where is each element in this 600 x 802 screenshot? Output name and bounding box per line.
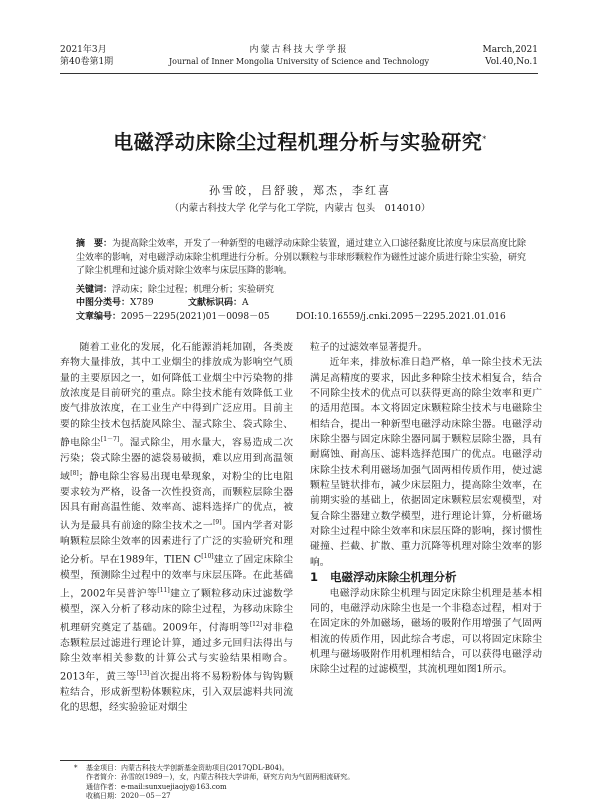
citation: [10] bbox=[201, 553, 214, 561]
title-footnote-mark: * bbox=[482, 134, 487, 144]
article-no-label: 文章编号： bbox=[76, 312, 122, 322]
body-column-right bbox=[310, 340, 542, 678]
body-paragraph: 近年来，排放标准日趋严格，单一除尘技术无法满足高精度的要求，因此多种除尘技术相复合，结合不同除尘技术的优点可以获得更高的除尘效率和更广的适用范围。本文将固定床颗粒除尘技术与电磁除尘相结合，提出一种新型电磁浮动床除尘器。电磁浮动床除尘器与固定床除尘器同属于颗粒层除尘器，具有耐腐蚀、耐高压、滤料选择范围广的优点。电磁浮动床除尘技术利用磁场加强气固两相传质作用，使过滤颗粒呈链状排布，减少床层阻力，提高除尘效率，在前期实验的基础上，依据固定床颗粒层宏观模型，对复合除尘器建立数学模型，进行理论计算，分析磁场对除尘过程中除尘效率和床层压降的影响，探讨惯性碰撞、拦截、扩散、重力沉降等机理对除尘效率的影响。 bbox=[310, 357, 542, 568]
body-paragraph: 电磁浮动床除尘机理与固定床除尘机理是基本相同的，电磁浮动床除尘也是一个非稳态过程，相对于在固定床的外加磁场，磁场的吸附作用增强了气固两相流的传质作用，因此综合考虑，可以将固定床除尘机理与磁场吸附作用机理相结合，可以获得电磁浮动床除尘过程的过滤模型，其流机理如图1所示。 bbox=[310, 587, 542, 676]
footnote-email: 通信作者：e-mail:sunxuejiaojy@163.com bbox=[86, 782, 227, 791]
body-paragraph: 随着工业化的发展，化石能源消耗加剧，各类废弃物大量排放，其中工业烟尘的排放成为影响空气质量的主要原因之一，如何降低工业烟尘中污染物的排放浓度是目前研究的重点。除尘技术能有效降低工业废气排放浓度，在工业生产中得到广泛应用。目前主要的除尘技术包括旋风除尘、湿式除尘、袋式除尘、静电除尘[1－7]。湿式除尘，用水量大，容易造成二次污染；袋式除尘器的滤袋易破损，难以应用到高温领域[8]；静电除尘容易出现电晕现象，对粉尘的比电阻要求较为严格，设备一次性投资高，而颗粒层除尘器因具有耐高温性能、效率高、滤料选择广的优点，被认为是最具有前途的除尘技术之一[9]。国内学者对影响颗粒层除尘效率的因素进行了广泛的实验研究和理论分析。早在1989年，TIEN C[10]建立了固定床除尘模型，预测除尘过程中的效率与床层压降。在此基础上，2002年吴普沪等[11]建立了颗粒移动床过滤数学模型，深入分析了移动床的除尘过程，为移动床除尘机理研究奠定了基础。2009年，付海明等[12]对非稳态颗粒层过滤进行理论计算，通过多元回归法得出与除尘效率相关参数的计算公式与实验结果相吻合。2013年，黄三等[13]首次提出将不易粉粉体与钩钩颗粒结合，形成新型粉体颗粒床，引入双层滤料共同流化的思想，经实验验证对烟尘 bbox=[60, 342, 294, 714]
identifiers-line bbox=[76, 311, 530, 325]
body-paragraph: 粒子的过滤效率显著提升。 bbox=[310, 342, 428, 353]
journal-name-en: Journal of Inner Mongolia University of Science and Technology bbox=[168, 57, 430, 66]
doi: DOI:10.16559/j.cnki.2095－2295.2021.01.016 bbox=[296, 312, 506, 322]
paper-authors: 孙雪皎，吕舒骏，郑杰，李红喜 bbox=[209, 184, 391, 197]
footnote-fund: 基金项目：内蒙古科技大学创新基金资助项目(2017QDL-B04)。 bbox=[86, 764, 289, 772]
running-header bbox=[60, 44, 538, 74]
paper-title bbox=[0, 126, 600, 155]
paper-title-text: 电磁浮动床除尘过程机理分析与实验研究 bbox=[113, 130, 483, 154]
section-number: 1 bbox=[310, 570, 319, 585]
keywords-label: 关键词： bbox=[76, 285, 113, 295]
keywords-text: 浮动床；除尘过程；机理分析；实验研究 bbox=[112, 285, 275, 295]
section-title: 电磁浮动床除尘机理分析 bbox=[330, 570, 457, 585]
keywords bbox=[76, 284, 530, 298]
header-volume-cn: 第40卷第1期 bbox=[60, 57, 114, 67]
abstract bbox=[76, 238, 530, 279]
footnote-mark: * bbox=[74, 764, 78, 772]
citation: [9] bbox=[213, 519, 222, 527]
citation: [11] bbox=[157, 587, 170, 595]
classification-line bbox=[76, 297, 530, 311]
citation: [13] bbox=[136, 670, 150, 678]
class-label: 中图分类号： bbox=[76, 298, 131, 308]
body-column-left bbox=[60, 340, 293, 716]
citation: [1－7] bbox=[100, 436, 120, 444]
header-date-en: March,2021 bbox=[482, 45, 538, 55]
journal-name-cn: 内蒙古科技大学学报 bbox=[249, 45, 349, 55]
citation: [12] bbox=[249, 621, 263, 629]
paper-affiliation: （内蒙古科技大学 化学与化工学院，内蒙古 包头 014010） bbox=[169, 203, 431, 214]
section-heading bbox=[310, 570, 542, 585]
doc-code-label: 文献标识码： bbox=[188, 298, 243, 308]
footnote-received-date: 收稿日期：2020－05－27 bbox=[86, 792, 171, 801]
abstract-label: 摘 要： bbox=[76, 239, 113, 249]
footnote-author: 作者简介：孙雪皎(1989－)，女，内蒙古科技大学讲师，研究方向为气固两相流研究。 bbox=[86, 773, 355, 782]
header-rule bbox=[60, 73, 538, 74]
abstract-text: 为提高除尘效率，开发了一种新型的电磁浮动床除尘装置，通过建立入口滤径黏度比浓度与床层高度比除尘效率的影响，对电磁浮动床除尘机理进行分析。分别以颗粒与非球形颗粒作为磁性过滤介质进行除尘实验，研究了除尘机理和过滤介质对除尘效率与床层压降的影响。 bbox=[76, 239, 527, 276]
citation: [8] bbox=[70, 470, 79, 478]
header-date-cn: 2021年3月 bbox=[60, 45, 107, 55]
class-number: X789 bbox=[130, 298, 154, 308]
header-center bbox=[60, 44, 538, 68]
article-number: 2095－2295(2021)01－0098－05 bbox=[121, 312, 270, 322]
doc-code: A bbox=[242, 298, 249, 308]
header-right bbox=[483, 44, 539, 68]
header-volume-en: Vol.40,No.1 bbox=[485, 57, 538, 67]
footnote-rule bbox=[60, 760, 150, 761]
